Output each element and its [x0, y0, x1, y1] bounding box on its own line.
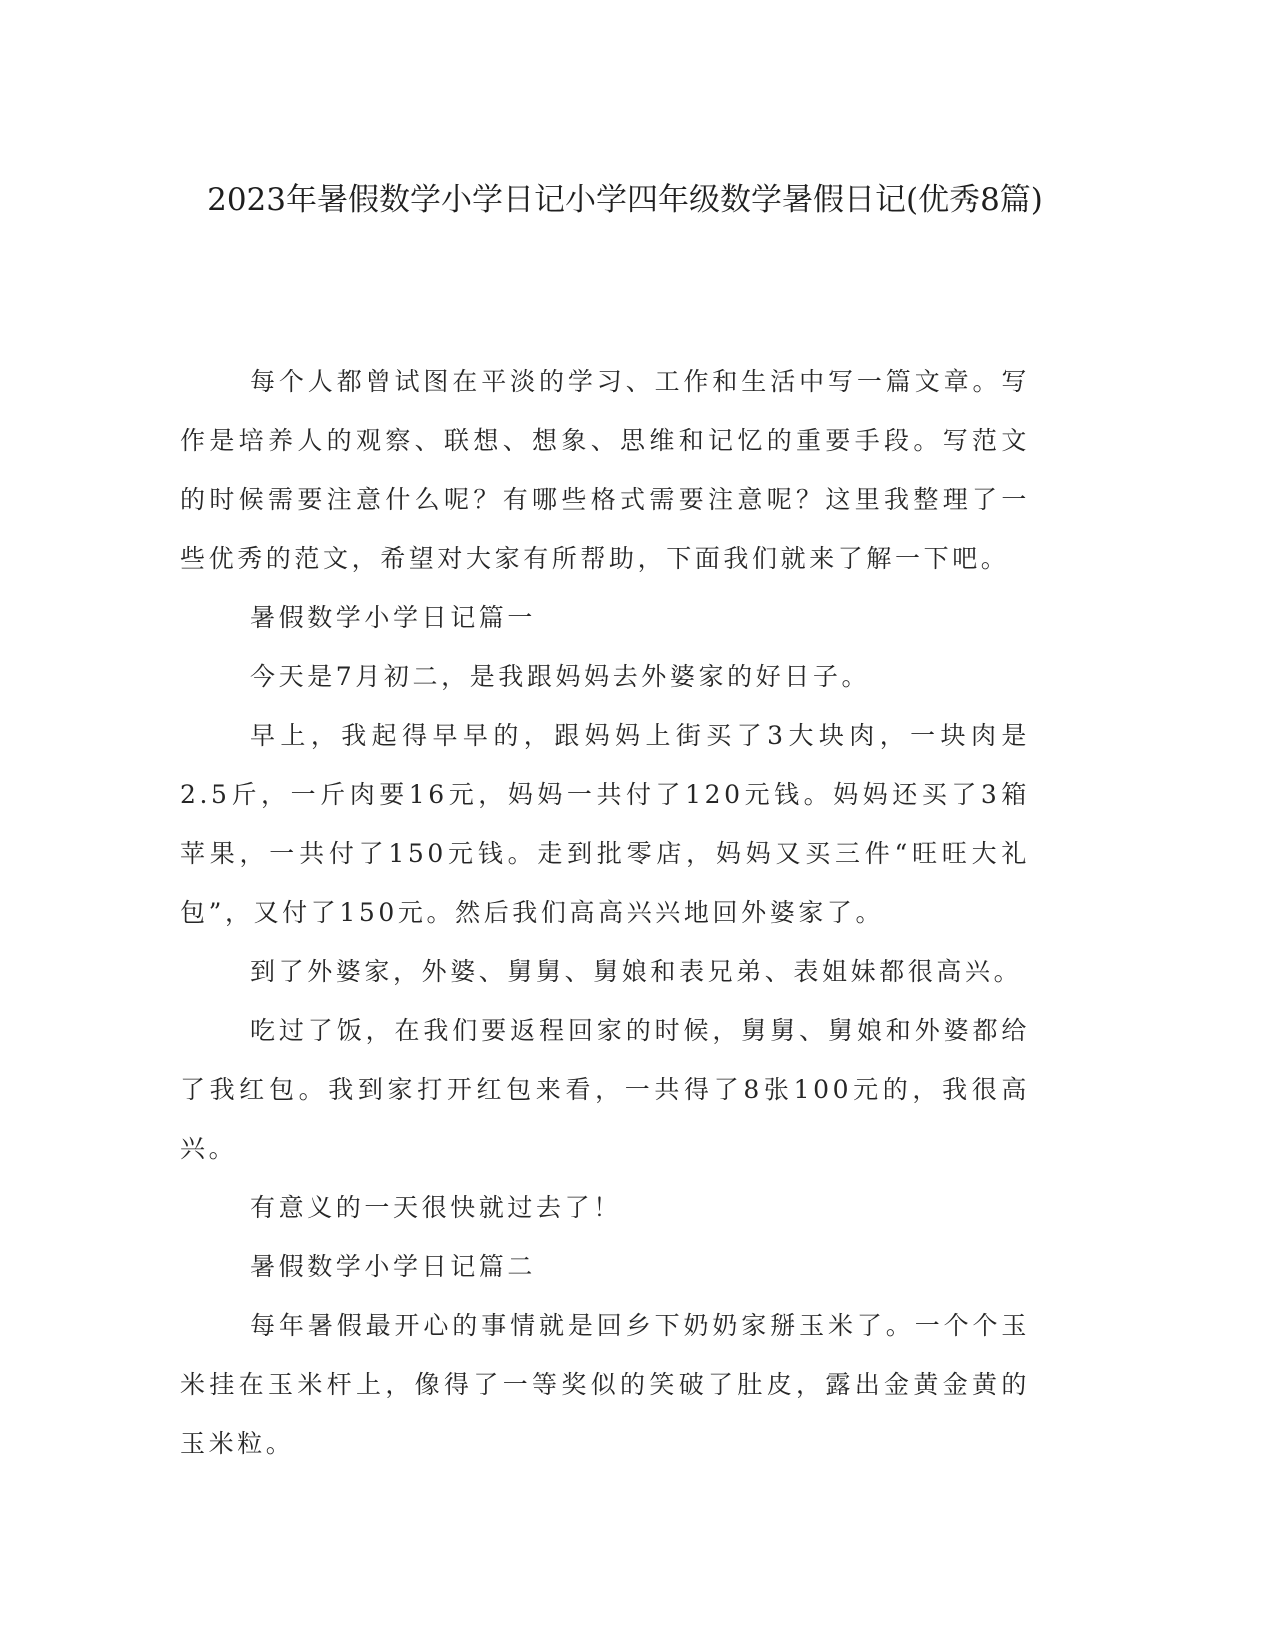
paragraph: 有意义的一天很快就过去了！ [250, 1193, 622, 1222]
section-heading-2: 暑假数学小学日记篇二 [250, 1252, 537, 1281]
paragraph-intro: 每个人都曾试图在平淡的学习、工作和生活中写一篇文章。写作是培养人的观察、联想、想象、思维和记忆的重要手段。写范文的时候需要注意什么呢？有哪些格式需要注意呢？这里我整理了一些优秀的范文，希望对大家有所帮助，下面我们就来了解一下吧。 [180, 367, 1030, 573]
paragraph: 每年暑假最开心的事情就是回乡下奶奶家掰玉米了。一个个玉米挂在玉米杆上，像得了一等奖似的笑破了肚皮，露出金黄金黄的玉米粒。 [180, 1311, 1030, 1458]
document-body [180, 352, 1030, 1473]
section-heading-1: 暑假数学小学日记篇一 [250, 603, 537, 632]
paragraph: 今天是7月初二，是我跟妈妈去外婆家的好日子。 [250, 662, 871, 691]
paragraph: 吃过了饭，在我们要返程回家的时候，舅舅、舅娘和外婆都给了我红包。我到家打开红包来看，一共得了8张100元的，我很高兴。 [180, 1016, 1030, 1163]
paragraph: 到了外婆家，外婆、舅舅、舅娘和表兄弟、表姐妹都很高兴。 [250, 957, 1023, 986]
document-title: 2023年暑假数学小学日记小学四年级数学暑假日记(优秀8篇) [207, 182, 1043, 218]
paragraph: 早上，我起得早早的，跟妈妈上街买了3大块肉，一块肉是2.5斤，一斤肉要16元，妈妈一共付了120元钱。妈妈还买了3箱苹果，一共付了150元钱。走到批零店，妈妈又买三件“旺旺大礼包”，又付了150元。然后我们高高兴兴地回外婆家了。 [180, 721, 1030, 927]
